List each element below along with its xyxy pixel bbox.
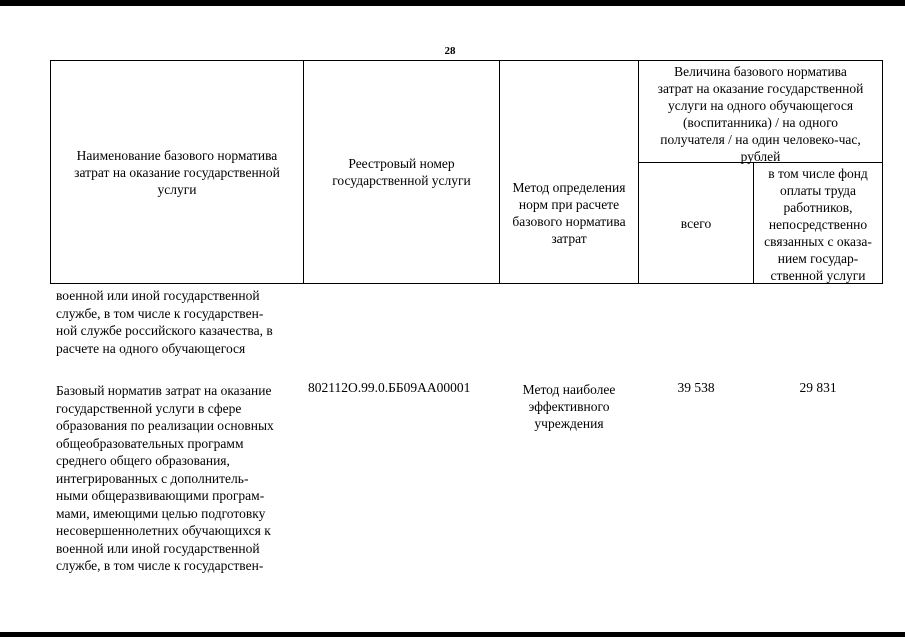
entry-total-value: 39 538 xyxy=(677,380,715,395)
header-name-column: Наименование базового норматива затрат на оказание государственной услуги xyxy=(50,60,304,284)
header-value-column: Величина базового норматива затрат на оказание государственной услуги на одного обучающегося (воспитанника) / на одного получателя / на один человеко-час, рублей xyxy=(638,60,883,163)
header-fund-column: в том числе фонд оплаты труда работников, непосредственно связанных с оказа- нием государ- ственной услуги xyxy=(753,162,883,284)
continuation-text: военной или иной государственной службе, в том числе к государствен- ной службе российского казачества, в расчете на одного обучающегося xyxy=(56,288,273,356)
header-method-column xyxy=(499,60,639,284)
page-number: 28 xyxy=(444,45,456,57)
entry-name: Базовый норматив затрат на оказание государственной услуги в сфере образования по реализации основных общеобразовательных программ среднего общего образования, интегрированных с дополнитель- ными общеразвивающими програм- мами, имеющими целью подготовку несовершеннолетних обучающихся к военной или иной государственной службе, в том числе к государствен- xyxy=(56,383,274,573)
header-registry-column: Реестровый номер государственной услуги xyxy=(303,60,500,284)
entry-fund-value: 29 831 xyxy=(799,380,837,395)
header-total-column: всего xyxy=(638,162,754,284)
entry-method: Метод наиболее эффективного учреждения xyxy=(522,382,616,431)
top-border-bar xyxy=(0,0,905,6)
header-method-label: Метод определения норм при расчете базового норматива затрат xyxy=(512,180,626,246)
entry-registry-number: 802112О.99.0.ББ09АА00001 xyxy=(308,380,471,395)
bottom-border-bar xyxy=(0,632,905,637)
